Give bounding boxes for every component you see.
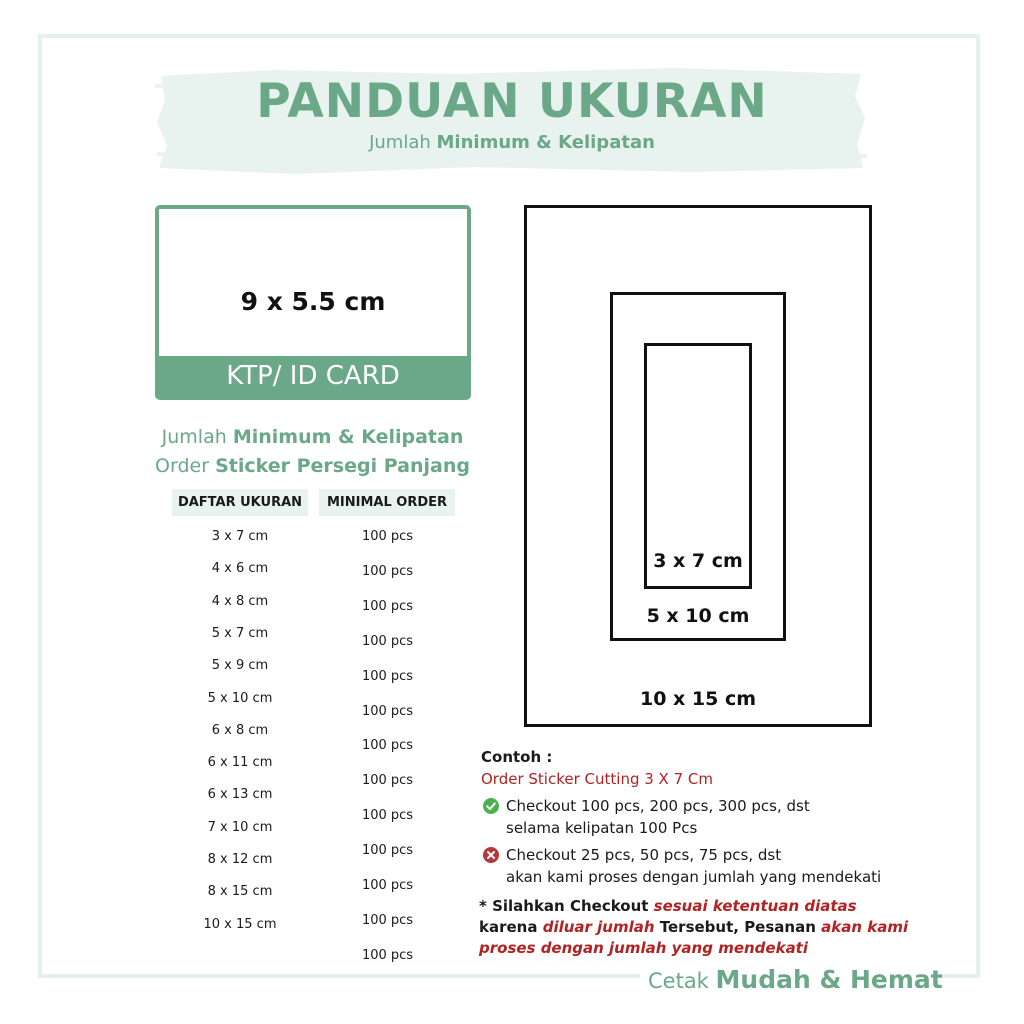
order-cell: 100 pcs [361,668,414,684]
id-card-size [155,205,471,400]
box-5x10-label: 5 x 10 cm [646,605,750,627]
example-label: Contoh : [481,748,553,766]
valid-line2: selama kelipatan 100 Pcs [506,819,698,837]
order-cell: 100 pcs [361,773,414,789]
order-cell: 100 pcs [361,563,414,579]
size-cell: 5 x 10 cm [207,690,273,706]
card-size-text: 9 x 5.5 cm [240,287,386,316]
valid-line1: Checkout 100 pcs, 200 pcs, 300 pcs, dst [506,797,810,815]
size-cell: 10 x 15 cm [203,916,277,932]
order-cell: 100 pcs [361,738,414,754]
checkout-note: * Silahkan Checkout sesuai ketentuan diatas karena diluar jumlah Tersebut, Pesanan akan kami proses dengan jumlah yang mendekati [479,897,909,957]
check-circle-icon [483,798,499,814]
card-label: KTP/ ID CARD [159,356,467,396]
size-cell: 7 x 10 cm [207,819,273,835]
table-header-sizes: DAFTAR UKURAN [172,489,308,516]
cross-circle-icon [483,847,499,863]
order-cell: 100 pcs [361,703,414,719]
example-order: Order Sticker Cutting 3 X 7 Cm [481,770,713,788]
size-cell: 8 x 12 cm [207,852,273,867]
size-cell: 4 x 6 cm [211,561,269,577]
size-cell: 5 x 9 cm [211,658,269,674]
order-cell: 100 pcs [361,843,414,859]
size-cell: 6 x 11 cm [207,755,273,771]
size-cell: 6 x 13 cm [207,787,273,803]
footer-tagline: Cetak Mudah & Hemat [648,965,943,994]
order-cell: 100 pcs [361,633,414,649]
order-cell: 100 pcs [361,947,414,963]
order-cell: 100 pcs [361,529,414,544]
size-cell: 6 x 8 cm [211,722,269,738]
size-cell: 4 x 8 cm [211,593,269,609]
box-10x15-label: 10 x 15 cm [639,688,757,710]
size-cell: 5 x 7 cm [211,625,269,641]
order-cell: 100 pcs [361,912,414,928]
section-heading-line1: Jumlah Minimum & Kelipatan [161,426,464,448]
page-subtitle: Jumlah Minimum & Kelipatan [369,132,655,153]
invalid-line2: akan kami proses dengan jumlah yang mendekati [506,868,882,886]
table-header-min-order: MINIMAL ORDER [319,489,455,516]
order-cell: 100 pcs [361,598,414,614]
size-cell: 8 x 15 cm [207,884,273,900]
invalid-line1: Checkout 25 pcs, 50 pcs, 75 pcs, dst [506,846,782,864]
box-3x7-label: 3 x 7 cm [653,550,743,572]
page-title: PANDUAN UKURAN [256,74,768,129]
section-heading-line2: Order Sticker Persegi Panjang [155,455,470,477]
order-cell: 100 pcs [361,878,414,893]
size-cell: 3 x 7 cm [211,529,269,544]
order-cell: 100 pcs [361,808,414,824]
